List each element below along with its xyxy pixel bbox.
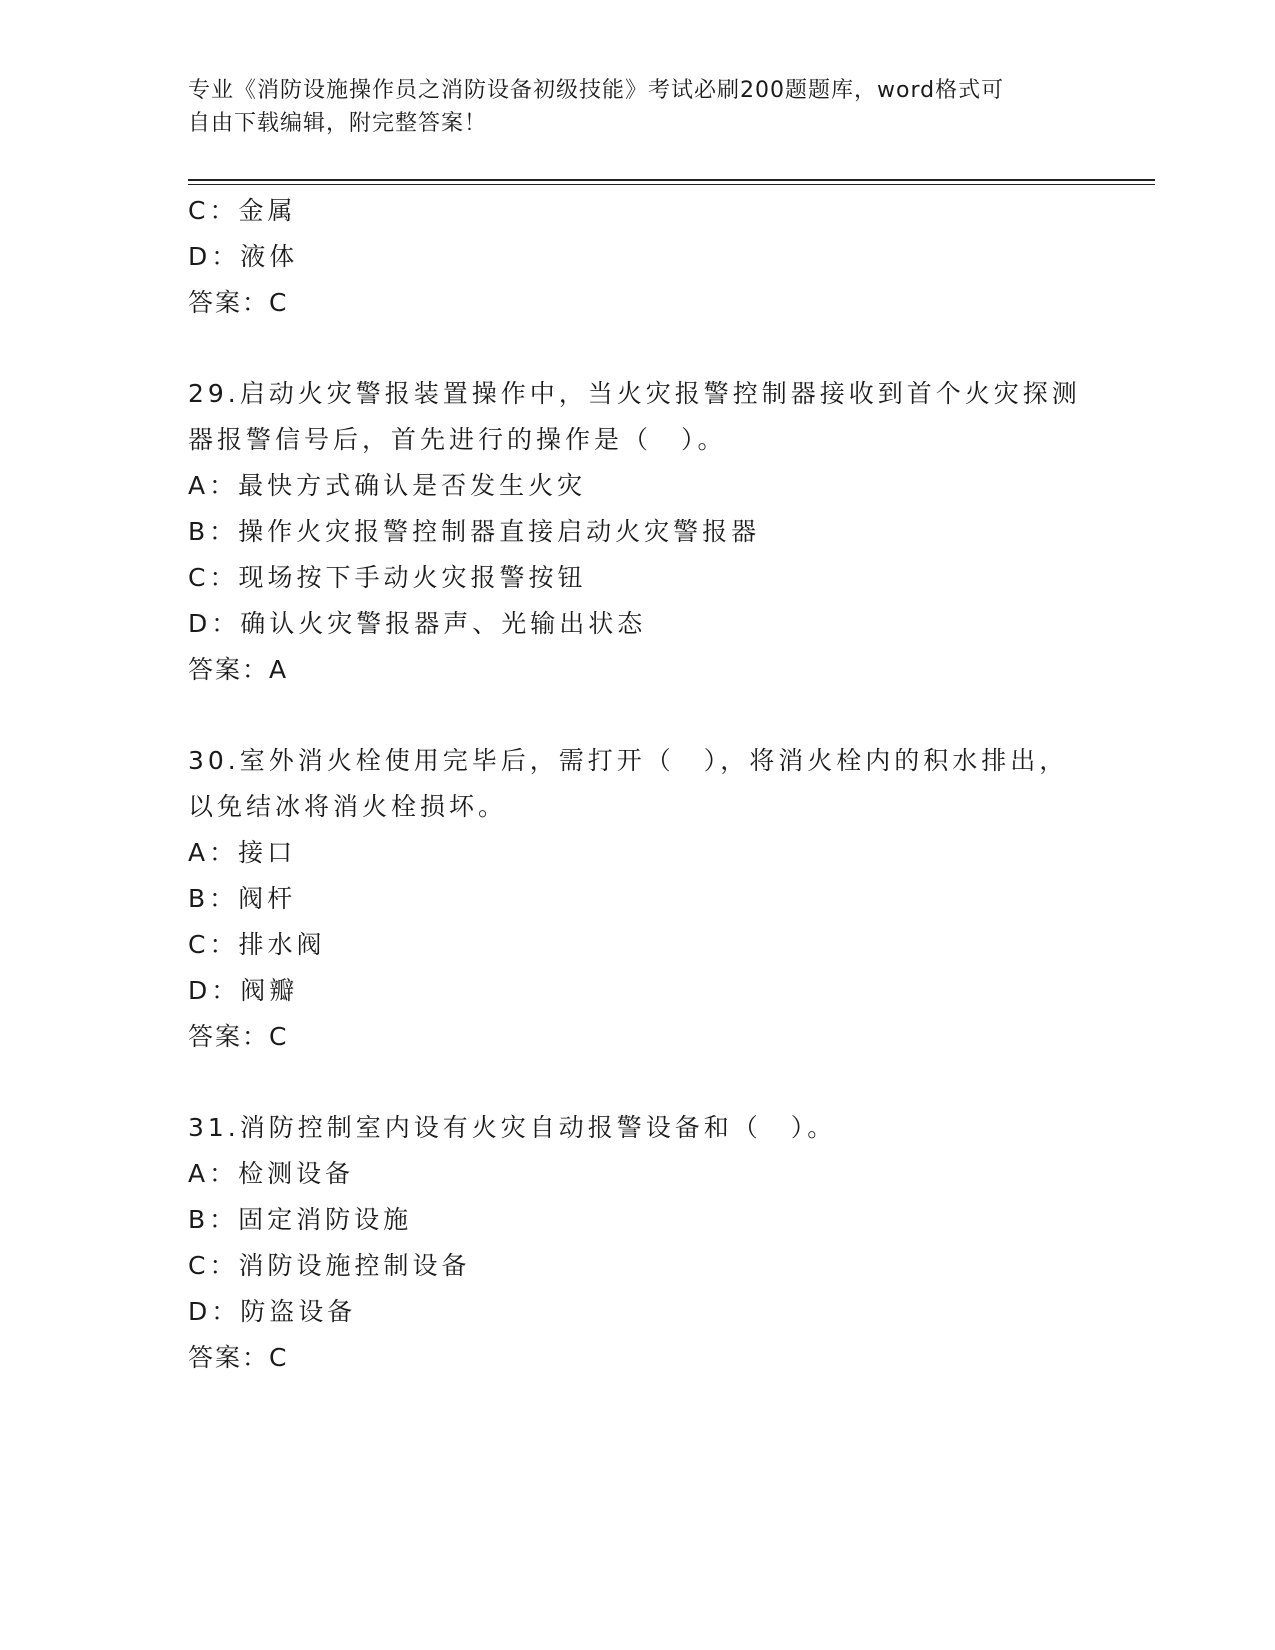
question-stem: 31.消防控制室内设有火灾自动报警设备和（ ）。 (188, 1113, 837, 1142)
answer-line: 答案：C (188, 288, 289, 317)
question-stem: 器报警信号后，首先进行的操作是（ ）。 (188, 425, 727, 454)
question-29 (188, 371, 1138, 693)
document-header (188, 74, 1088, 140)
option-b: B：阀杆 (188, 884, 297, 913)
option-d: D：液体 (188, 242, 299, 271)
header-line-1: 专业《消防设施操作员之消防设备初级技能》考试必刷200题题库，word格式可 (188, 78, 1005, 103)
document-body (188, 188, 1138, 1381)
option-d: D：确认火灾警报器声、光输出状态 (188, 609, 647, 638)
option-b: B：操作火灾报警控制器直接启动火灾警报器 (188, 517, 761, 546)
previous-question-tail (188, 188, 1138, 326)
option-d: D：防盗设备 (188, 1297, 357, 1326)
option-a: A：最快方式确认是否发生火灾 (188, 471, 587, 500)
option-c: C：金属 (188, 196, 297, 225)
header-divider (188, 179, 1155, 185)
option-a: A：检测设备 (188, 1159, 355, 1188)
answer-line: 答案：C (188, 1343, 289, 1372)
answer-line: 答案：C (188, 1022, 289, 1051)
option-c: C：消防设施控制设备 (188, 1251, 471, 1280)
option-c: C：排水阀 (188, 930, 326, 959)
option-d: D：阀瓣 (188, 976, 299, 1005)
option-c: C：现场按下手动火灾报警按钮 (188, 563, 587, 592)
option-a: A：接口 (188, 838, 297, 867)
question-31 (188, 1105, 1138, 1381)
answer-line: 答案：A (188, 655, 289, 684)
header-line-2: 自由下载编辑，附完整答案！ (188, 111, 488, 136)
option-b: B：固定消防设施 (188, 1205, 413, 1234)
question-30 (188, 738, 1138, 1060)
question-stem: 29.启动火灾警报装置操作中，当火灾报警控制器接收到首个火灾探测 (188, 379, 1081, 408)
question-stem: 30.室外消火栓使用完毕后，需打开（ ），将消火栓内的积水排出， (188, 746, 1069, 775)
question-stem: 以免结冰将消火栓损坏。 (188, 792, 508, 821)
